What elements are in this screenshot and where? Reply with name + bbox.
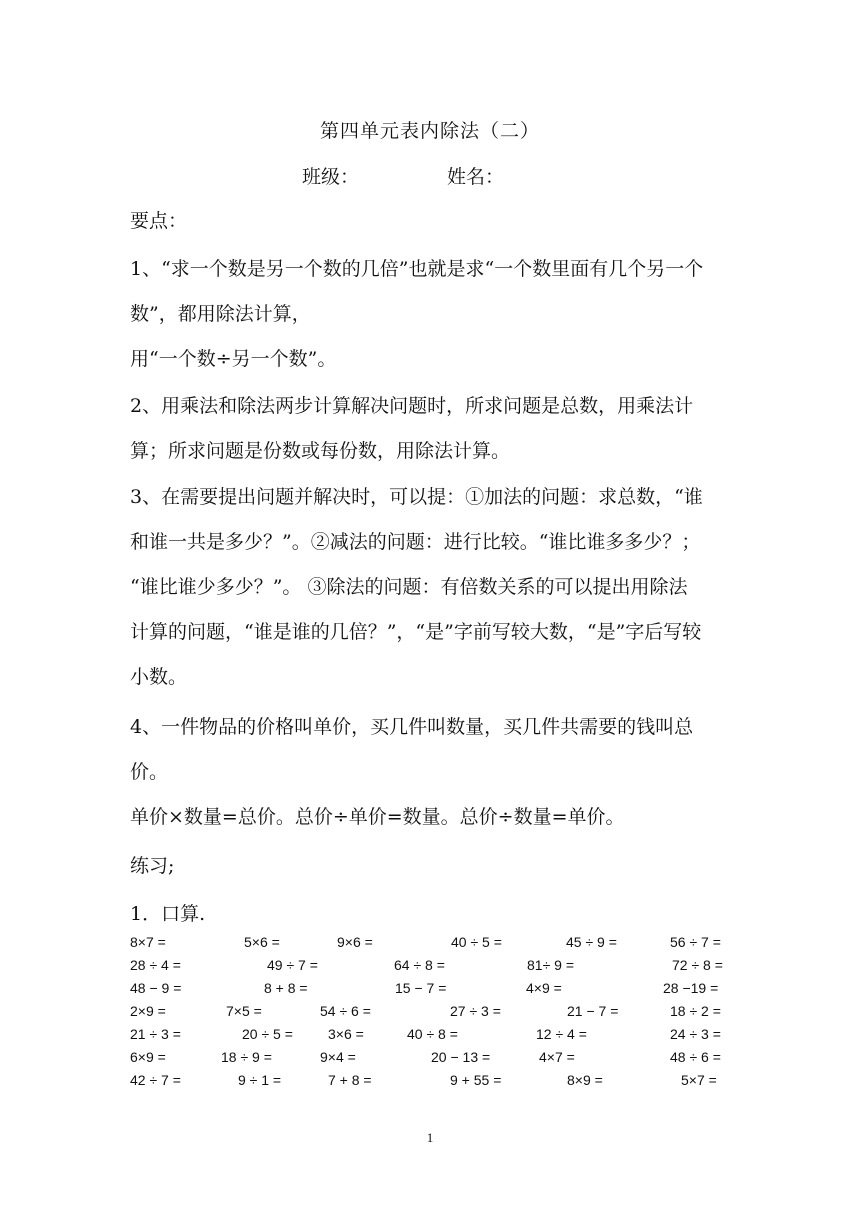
calc-problem: 48 ÷ 6 =: [670, 1049, 721, 1065]
calc-problem: 8 + 8 =: [264, 980, 308, 996]
calc-problem: 21 − 7 =: [567, 1003, 619, 1019]
calc-problem: 9 ÷ 1 =: [238, 1072, 282, 1088]
text-line: 算；所求问题是份数或每份数，用除法计算。: [130, 440, 511, 462]
calc-row: [130, 1026, 730, 1049]
key-point-1: [130, 254, 732, 389]
calc-problem: 7×5 =: [226, 1003, 262, 1019]
calc-row: [130, 934, 730, 957]
calc-problem: 8×7 =: [130, 934, 166, 950]
calc-problem: 9×6 =: [337, 934, 373, 950]
calc-problem: 4×9 =: [526, 980, 562, 996]
calc-problem: 18 ÷ 2 =: [670, 1003, 721, 1019]
oral-calc-grid: [130, 934, 730, 1095]
calc-problem: 3×6 =: [328, 1026, 364, 1042]
text-line: 计算的问题，“谁是谁的几倍？”，“是”字前写较大数，“是”字后写较: [130, 621, 702, 643]
calc-problem: 20 ÷ 5 =: [242, 1026, 293, 1042]
calc-problem: 15 − 7 =: [395, 980, 447, 996]
text-line: 数”，都用除法计算，: [130, 303, 311, 325]
calc-problem: 21 ÷ 3 =: [130, 1026, 181, 1042]
calc-problem: 5×6 =: [244, 934, 280, 950]
calc-problem: 7 + 8 =: [328, 1072, 372, 1088]
text-line: 1、“求一个数是另一个数的几倍”也就是求“一个数里面有几个另一个: [130, 258, 704, 280]
calc-row: [130, 1003, 730, 1026]
calc-problem: 27 ÷ 3 =: [450, 1003, 501, 1019]
calc-problem: 40 ÷ 8 =: [407, 1026, 458, 1042]
calc-row: [130, 980, 730, 1003]
calc-row: [130, 1072, 730, 1095]
calc-problem: 72 ÷ 8 =: [672, 957, 723, 973]
calc-problem: 54 ÷ 6 =: [320, 1003, 371, 1019]
calc-problem: 8×9 =: [567, 1072, 603, 1088]
key-points-heading: 要点：: [130, 210, 188, 232]
calc-problem: 5×7 =: [681, 1072, 717, 1088]
calc-problem: 2×9 =: [130, 1003, 166, 1019]
calc-problem: 81÷ 9 =: [527, 957, 574, 973]
calc-row: [130, 1049, 730, 1072]
calc-problem: 9×4 =: [320, 1049, 356, 1065]
calc-problem: 6×9 =: [130, 1049, 166, 1065]
calc-problem: 56 ÷ 7 =: [670, 934, 721, 950]
calc-problem: 12 ÷ 4 =: [536, 1026, 587, 1042]
class-label: 班级：: [302, 166, 360, 188]
name-label: 姓名：: [447, 166, 505, 188]
calc-problem: 18 ÷ 9 =: [221, 1049, 272, 1065]
text-line: “谁比谁少多少？”。 ③除法的问题：有倍数关系的可以提出用除法: [130, 576, 688, 598]
calc-problem: 40 ÷ 5 =: [451, 934, 502, 950]
page-number: 1: [426, 1130, 434, 1145]
calc-problem: 9 + 55 =: [450, 1072, 502, 1088]
key-point-4: [130, 712, 732, 847]
text-line: 4、一件物品的价格叫单价，买几件叫数量，买几件共需要的钱叫总: [130, 716, 694, 738]
text-line: 用“一个数÷另一个数”。: [130, 348, 337, 370]
calc-problem: 42 ÷ 7 =: [130, 1072, 181, 1088]
page-title: 第四单元表内除法（二）: [319, 120, 540, 142]
calc-problem: 48 − 9 =: [130, 980, 182, 996]
key-point-2: [130, 391, 732, 481]
calc-problem: 20 − 13 =: [431, 1049, 491, 1065]
calc-row: [130, 957, 730, 980]
calc-problem: 28 ÷ 4 =: [130, 957, 181, 973]
calc-problem: 64 ÷ 8 =: [394, 957, 445, 973]
calc-problem: 4×7 =: [539, 1049, 575, 1065]
class-name-line: [302, 162, 504, 189]
text-line: 2、用乘法和除法两步计算解决问题时，所求问题是总数，用乘法计: [130, 395, 694, 417]
calc-problem: 24 ÷ 3 =: [670, 1026, 721, 1042]
calc-problem: 49 ÷ 7 =: [267, 957, 318, 973]
text-line: 和谁一共是多少？”。②减法的问题：进行比较。“谁比谁多多少？；: [130, 531, 701, 553]
key-point-3: [130, 482, 732, 707]
text-line: 价。: [130, 761, 169, 783]
calc-problem: 28 −19 =: [663, 980, 719, 996]
text-line: 小数。: [130, 666, 188, 688]
text-line: 3、在需要提出问题并解决时，可以提：①加法的问题：求总数，“谁: [130, 486, 703, 508]
oral-calc-heading: 1．口算.: [130, 903, 206, 925]
practice-heading: 练习;: [130, 855, 175, 877]
calc-problem: 45 ÷ 9 =: [566, 934, 617, 950]
text-line: 单价×数量=总价。总价÷单价=数量。总价÷数量=单价。: [130, 806, 625, 828]
